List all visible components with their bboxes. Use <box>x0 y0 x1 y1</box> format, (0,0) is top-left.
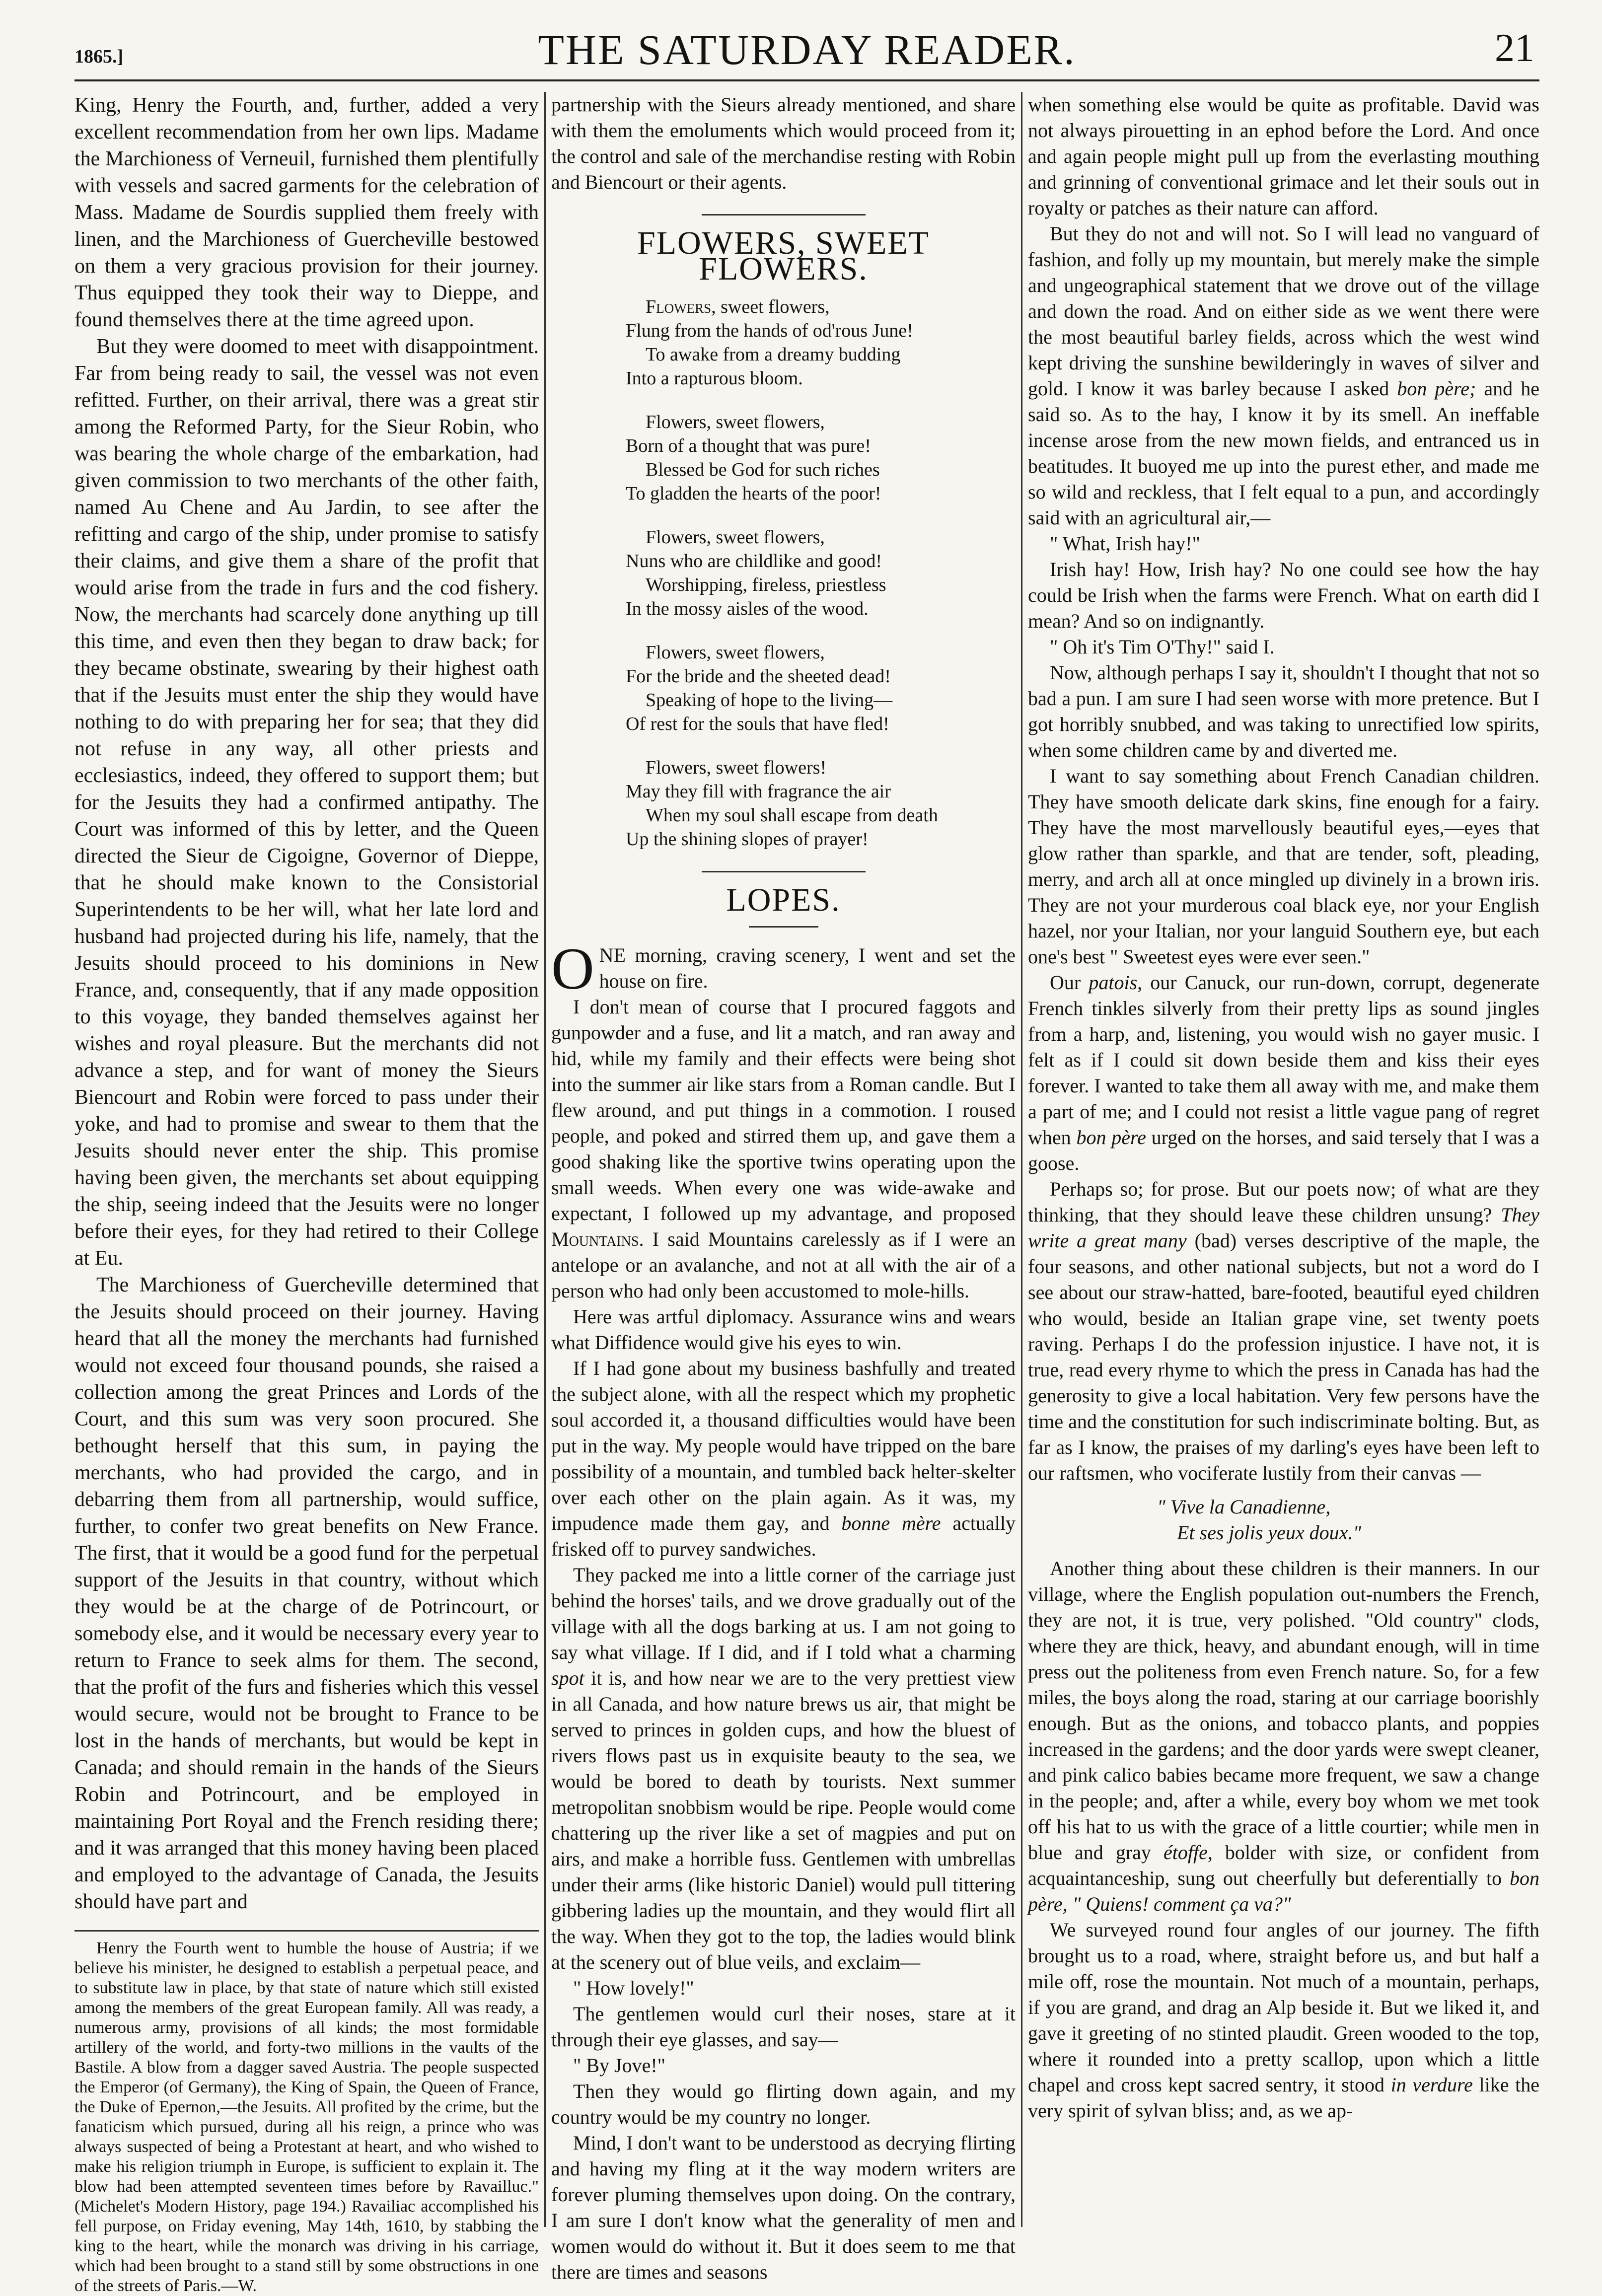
paragraph: King, Henry the Fourth, and, further, added a very excellent recommendation from her own lips. Madame the Marchioness of Verneuil, furnished them plentifully with vessels and sacred garments for the celebration of Mass. Madame de Sourdis supplied them freely with linen, and the Marchioness of Guercheville bestowed on them a very gracious provision for their journey. Thus equipped they took their way to Dieppe, and found themselves there at the time agreed upon. <box>74 94 539 331</box>
paragraph: Mind, I don't want to be understood as decrying flirting and having my fling at it the way modern writers are forever pluming themselves upon doing. On the contrary, I am sure I don't know what the generality of men and women would do without it. But it does seem to me that there are times and seasons <box>551 2132 1016 2283</box>
paragraph: Here was artful diplomacy. Assurance wins and wears what Diffidence would give his eyes to win. <box>551 1305 1016 1354</box>
title-underline <box>749 926 818 928</box>
masthead <box>74 20 1539 81</box>
poem-line: To awake from a dreamy budding <box>646 344 901 365</box>
paragraph: I don't mean of course that I procured faggots and gunpowder and a fuse, and lit a match, and ran away and hid, while my family and their effects were being shot into the summer air like stars from a Roman candle. But I flew around, and put things in a commotion. I roused people, and poked and stirred them up, and gave them a good shaking like the sportive twins operating upon the small weeds. When every one was wide-awake and expectant, I followed up my advantage, and proposed Mountains. I said Mountains carelessly as if I were an antelope or an avalanche, and not at all with the air of a person who had only been accustomed to mole-hills. <box>551 996 1016 1302</box>
paragraph: " How lovely!" <box>573 1977 694 1999</box>
footnote <box>74 1930 539 2296</box>
paragraph: If I had gone about my business bashfully and treated the subject alone, with all the respect which my prophetic soul accorded it, a thousand difficulties would have been put in the way. My people would have tripped on the bare possibility of a mountain, and tumbled back helter-skelter over each other on the plain again. As it was, my impudence made them gay, and bonne mère actually frisked off to purvey sandwiches. <box>551 1357 1016 1560</box>
verse-line: Et ses jolis yeux doux." <box>1177 1521 1362 1544</box>
poem-line: Flowers, sweet flowers, <box>646 296 830 317</box>
stanza <box>626 756 1016 851</box>
paragraph: But they were doomed to meet with disappointment. Far from being ready to sail, the vessel was not even refitted. Further, on their arrival, there was a great stir among the Reformed Party, for the Sieur Robin, who was bearing the whole charge of the embarkation, had given commission to two merchants of the other faith, named Au Chene and Au Jardin, to see after the refitting and cargo of the ship, under promise to satisfy their claims, and give them a share of the profit that would arise from the trade in furs and the cod fishery. Now, the merchants had scarcely done anything up till this time, and even then they began to draw back; for they became obstinate, swearing by their highest oath that if the Jesuits must enter the ship they would have nothing to do with preparing her for sea; that they did not refuse in any way, all other priests and ecclesiastics, indeed, they offered to support them; but for the Jesuits they had a confirmed antipathy. The Court was informed of this by letter, and the Queen directed the Sieur de Cigoigne, Governor of Dieppe, that he should make known to the Consistorial Superintendents to be her will, what her late lord and husband had projected during his life, namely, that the Jesuits should proceed to his dominions in New France, and, consequently, that if any made opposition to this voyage, they banded themselves against her wishes and royal pleasure. But the merchants did not advance a step, and for want of money the Sieurs Biencourt and Robin were forced to pass under their yoke, and had to promise and swear to them that the Jesuits should never enter the ship. This promise having been given, the merchants set about equipping the ship, seeing indeed that the Jesuits were no longer before their eyes, for they had retired to their College at Eu. <box>74 335 539 1270</box>
poem-line: Blessed be God for such riches <box>646 459 880 480</box>
poem-line: When my soul shall escape from death <box>646 805 938 826</box>
paragraph: " What, Irish hay!" <box>1050 532 1200 555</box>
poem-line: To gladden the hearts of the poor! <box>626 483 881 504</box>
stanza <box>626 410 1016 505</box>
paragraph: Perhaps so; for prose. But our poets now; of what are they thinking, that they should leave these children unsung? They write a great many (bad) verses descriptive of the maple, the four seasons, and other national subjects, but not a word do I see about our straw-hatted, bare-footed, beautiful eyed children who would, beside an Italian grape vine, set twenty poets raving. Perhaps I do the profession injustice. I have not, it is true, read every rhyme to which the press in Canada has had the generosity to give a local habitation. Very few persons have the time and the constitution for such indiscriminate bolting. But, as far as I know, the praises of my darling's eyes have been left to our raftsmen, who vociferate lustily from their canvas — <box>1028 1178 1539 1484</box>
column-rule-right <box>1021 92 1022 2227</box>
section-divider <box>702 871 866 872</box>
paragraph: The Marchioness of Guercheville determined that the Jesuits should proceed on their journey. Having heard that all the money the merchants had furnished would not exceed four thousand pounds, she raised a collection among the great Princes and Lords of the Court, and this sum was very soon procured. She bethought herself that this sum, in paying the merchants, who had provided the cargo, and in debarring them from all partnership, would suffice, further, to confer two great benefits on New France. The first, that it would be a good fund for the perpetual support of the Jesuits in that country, without which they would be at the charge of de Potrincourt, or somebody else, and it would be necessary every year to return to France to seek alms for them. The second, that the profit of the furs and fisheries which this vessel would secure, would not be brought to France to be lost in the hands of merchants, but would be kept in Canada; and should remain in the hands of the Sieurs Robin and Potrincourt, and be employed in maintaining Port Royal and the French residing there; and it was arranged that this money having been placed and employed to the advantage of Canada, the Jesuits should have part and <box>74 1274 539 1913</box>
poem-line: Into a rapturous bloom. <box>626 368 803 389</box>
paragraph: ONE morning, craving scenery, I went and set the house on fire. <box>551 935 1016 1002</box>
section-divider <box>702 214 866 215</box>
poem <box>626 295 1016 851</box>
paragraph: partnership with the Sieurs already mentioned, and share with them the emoluments which would proceed from it; the control and sale of the merchandise resting with Robin and Biencourt or their agents. <box>551 93 1016 193</box>
poem-line: Born of a thought that was pure! <box>626 435 871 456</box>
poem-line: Speaking of hope to the living— <box>646 690 893 711</box>
column-3 <box>1028 92 1539 2227</box>
paragraph: Our patois, our Canuck, our run-down, corrupt, degenerate French tinkles silverly from their pretty lips as sound jingles from a harp, and, listening, you would wish no gayer music. I felt as if I could sit down beside them and kiss their eyes forever. I wanted to take them all away with me, and make them a part of me; and I could not resist a little vague pang of regret when bon père urged on the horses, and said tersely that I was a goose. <box>1028 971 1540 1174</box>
paragraph: They packed me into a little corner of the carriage just behind the horses' tails, and we drove gradually out of the village with all the dogs barking at us. I am not going to say what village. If I did, and if I told what a charming spot it is, and how near we are to the very prettiest view in all Canada, and how nature brews us air, that might be served to princes in golden cups, and how the bluest of rivers flows past us in exquisite beauty to the sea, we would be bored to death by tourists. Next summer metropolitan snobbism would be ripe. People would come chattering up the river like a set of magpies and put on airs, and make a horrible fuss. Gentlemen with umbrellas under their arms (like historic Daniel) would pull tittering gibbering ladies up the mountain, and they would flirt all the way. When they got to the top, the ladies would blink at the scenery out of blue veils, and exclaim— <box>551 1564 1016 1973</box>
poem-line: Flung from the hands of od'rous June! <box>626 320 913 341</box>
poem-line: Flowers, sweet flowers, <box>646 412 825 432</box>
stanza <box>626 641 1016 736</box>
column-2 <box>551 92 1016 2283</box>
paragraph: We surveyed round four angles of our journey. The fifth brought us to a road, where, straight before us, and but half a mile off, rose the mountain. Not much of a mountain, perhaps, if you are grand, and drag an Alp beside it. But we liked it, and gave it greeting of no stinted plaudit. Green wooded to the top, where it rounded into a pretty scallop, upon which a little chapel and cross kept sacred sentry, it stood in verdure like the very spirit of sylvan bliss; and, as we ap- <box>1028 1919 1539 2122</box>
poem-line: Flowers, sweet flowers, <box>646 642 825 663</box>
poem-line: Nuns who are childlike and good! <box>626 551 882 572</box>
paragraph: But they do not and will not. So I will lead no vanguard of fashion, and folly up my mountain, but merely make the simple and ungeographical statement that we drove out of the village and down the road. And on either side as we went there were the most beautiful barley fields, across which the west wind kept driving the sunshine bewilderingly in waves of silver and gold. I know it was barley because I asked bon père; and he said so. As to the hay, I know it by its smell. An ineffable incense arose from the new mown fields, and entranced us in beatitudes. It buoyed me up into the purest ether, and made me so wild and reckless, that I felt equal to a pun, and accordingly said with an agricultural air,— <box>1028 222 1539 529</box>
paragraph: Now, although perhaps I say it, shouldn't I thought that not so bad a pun. I am sure I had seen worse with more pretence. But I got horribly snubbed, and was taking to unrectified low spirits, when some children came by and diverted me. <box>1028 661 1539 761</box>
poem-line: Worshipping, fireless, priestless <box>646 574 886 595</box>
paragraph: Another thing about these children is their manners. In our village, where the English population out-numbers the French, they are not, it is true, very polished. "Old country" clods, where they are thick, heavy, and abundant enough, will in time press out the politeness from even French nature. So, for a few miles, the boys along the road, staring at our carriage boorishly enough. But as the onions, and tobacco plants, and poppies increased in the gardens; and the door yards were swept cleaner, and pink calico babies became more frequent, we saw a change in the people; and, after a while, every boy whom we met took off his hat to us with the grace of a little courtier; while men in blue and gray étoffe, bolder with size, or confident from acquaintanceship, sung out cheerfully but deferentially to bon père, " Quiens! comment ça va?" <box>1028 1557 1539 1915</box>
paragraph: I want to say something about French Canadian children. They have smooth delicate dark skins, fine enough for a fairy. They have the most marvellously beautiful eyes,—eyes that glow rather than sparkle, and that are tender, soft, pleading, merry, and arch all at once mingled up divinely in a brown iris. They are not your murderous coal black eye, nor your English hazel, nor your Italian, nor your languid Southern eye, but each one's best " Sweetest eyes were ever seen." <box>1028 765 1539 968</box>
stanza <box>626 525 1016 621</box>
paragraph: Then they would go flirting down again, and my country would be my country no longer. <box>551 2080 1016 2128</box>
verse-quote <box>1157 1494 1539 1546</box>
poem-line: In the mossy aisles of the wood. <box>626 598 869 619</box>
poem-line: Flowers, sweet flowers! <box>646 757 827 778</box>
drop-cap: O <box>551 935 594 1002</box>
paragraph: Irish hay! How, Irish hay? No one could see how the hay could be Irish when the farms were French. What on earth did I mean? And so on indignantly. <box>1028 558 1539 632</box>
verse-line: " Vive la Canadienne, <box>1157 1496 1331 1518</box>
poem-line: Up the shining slopes of prayer! <box>626 829 869 850</box>
paragraph: " By Jove!" <box>573 2054 665 2077</box>
paragraph: The gentlemen would curl their noses, stare at it through their eye glasses, and say— <box>551 2003 1016 2051</box>
newspaper-title: THE SATURDAY READER. <box>538 26 1076 73</box>
poem-line: Of rest for the souls that have fled! <box>626 714 889 734</box>
article-title: LOPES. <box>726 882 841 918</box>
stanza <box>626 295 1016 390</box>
poem-line: May they fill with fragrance the air <box>626 781 891 802</box>
poem-line: For the bride and the sheeted dead! <box>626 666 891 687</box>
footnote-text: Henry the Fourth went to humble the house of Austria; if we believe his minister, he designed to establish a perpetual peace, and to substitute law in place, by that state of nature which still existed among the members of the great European family. All was ready, a numerous army, provisions of all kinds; the most formidable artillery of the world, and forty-two millions in the vaults of the Bastile. A blow from a dagger saved Austria. The people suspected the Emperor (of Germany), the King of Spain, the Queen of France, the Duke of Epernon,—the Jesuits. All profited by the crime, but the fanaticism which pursued, during all his reign, a prince who was always suspected of being a Protestant at heart, and who wished to make his religion triumph in Europe, is sufficient to explain it. The blow had been attempted seventeen times before by Ravailluc." (Michelet's Modern History, page 194.) Ravailiac accomplished his fell purpose, on Friday evening, May 14th, 1610, by stabbing the king to the heart, while the monarch was driving in his carriage, which had been brought to a stand still by some obstructions in one of the streets of Paris.—W. <box>74 1939 539 2295</box>
poem-title: FLOWERS, SWEET FLOWERS. <box>637 225 930 287</box>
column-rule-left <box>544 92 546 2227</box>
paragraph: " Oh it's Tim O'Thy!" said I. <box>1050 636 1275 658</box>
issue-date: 1865.] <box>74 46 124 67</box>
paragraph: when something else would be quite as profitable. David was not always pirouetting in an ephod before the Lord. And once and again people might pull up from the everlasting mouthing and grinning of conventional grimace and let their souls out in royalty or patches as their nature can afford. <box>1028 93 1539 219</box>
column-1 <box>74 92 539 2295</box>
poem-line: Flowers, sweet flowers, <box>646 527 825 548</box>
page-number: 21 <box>1495 26 1534 70</box>
